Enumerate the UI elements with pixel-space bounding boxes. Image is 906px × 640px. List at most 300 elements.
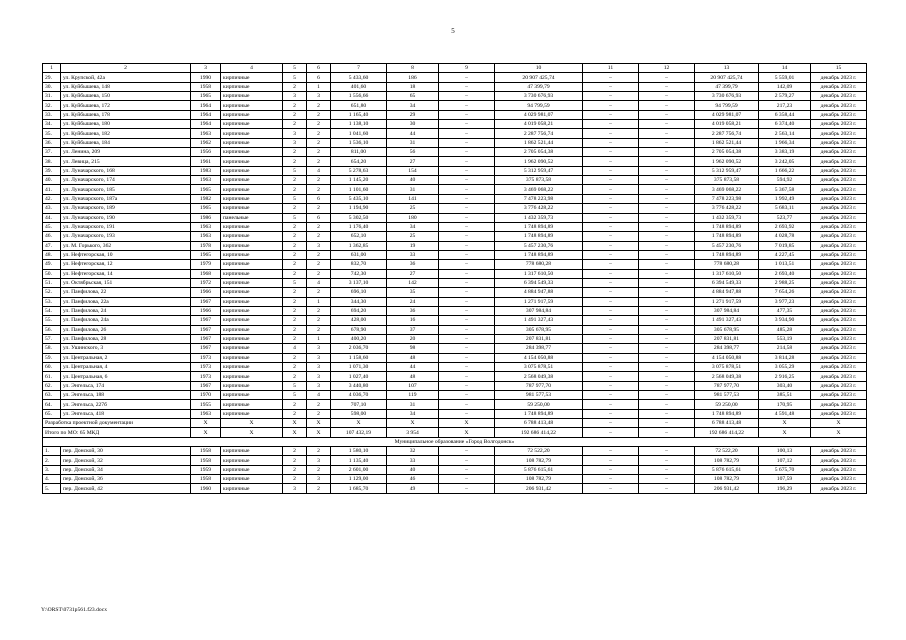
table-cell: 2 693,92 xyxy=(759,222,811,231)
table-cell: – xyxy=(439,297,495,306)
table-cell: X xyxy=(307,428,331,437)
table-cell: кирпичные xyxy=(221,409,283,418)
table-cell: – xyxy=(639,353,695,362)
table-cell: – xyxy=(583,194,639,203)
page-number: 5 xyxy=(451,27,455,35)
table-cell: ул. Панфилова, 24 xyxy=(61,306,191,315)
table-cell: – xyxy=(439,363,495,372)
table-cell: 1 138,10 xyxy=(331,120,387,129)
table-cell: X xyxy=(191,428,221,437)
table-cell: 2 xyxy=(307,400,331,409)
table-cell: кирпичные xyxy=(221,73,283,82)
table-cell: 3 242,05 xyxy=(759,157,811,166)
table-cell: – xyxy=(583,138,639,147)
table-cell: 6 788 413,48 xyxy=(495,419,583,428)
table-cell: кирпичные xyxy=(221,297,283,306)
table-cell: – xyxy=(439,232,495,241)
table-cell: 2. xyxy=(43,456,61,465)
table-cell: – xyxy=(639,222,695,231)
table-cell: 4 019 058,21 xyxy=(695,120,759,129)
table-cell: ул. Куйбышева, 182 xyxy=(61,129,191,138)
table-cell: 44. xyxy=(43,213,61,222)
table-cell: 631,00 xyxy=(331,250,387,259)
table-cell: 154 xyxy=(387,166,439,175)
table-cell: 1 071,30 xyxy=(331,363,387,372)
table-cell: 594,92 xyxy=(759,176,811,185)
table-cell: 2 916,25 xyxy=(759,372,811,381)
table-cell: – xyxy=(583,297,639,306)
table-cell: 1963 xyxy=(191,409,221,418)
table-cell: кирпичные xyxy=(221,129,283,138)
table-cell: кирпичные xyxy=(221,101,283,110)
table-cell: – xyxy=(639,204,695,213)
table-cell: 7 478 223,98 xyxy=(695,194,759,203)
table-cell: – xyxy=(639,391,695,400)
table-cell: декабрь 2023 г. xyxy=(811,353,867,362)
table-cell: – xyxy=(639,194,695,203)
table-cell: 1 xyxy=(307,82,331,91)
table-cell: – xyxy=(583,110,639,119)
table-cell: ул. Энгельса, 174 xyxy=(61,381,191,390)
table-cell: ул. Центральная, 2 xyxy=(61,353,191,362)
table-cell: кирпичные xyxy=(221,372,283,381)
table-cell: 40. xyxy=(43,176,61,185)
table-cell: 1 862 521,44 xyxy=(695,138,759,147)
table-cell: – xyxy=(639,288,695,297)
table-cell: декабрь 2023 г. xyxy=(811,176,867,185)
table-cell: 31 xyxy=(387,400,439,409)
table-cell: – xyxy=(439,306,495,315)
table-cell: 3 xyxy=(283,484,307,493)
table-cell: 1 556,66 xyxy=(331,92,387,101)
table-cell: 39. xyxy=(43,166,61,175)
table-row xyxy=(43,334,867,343)
table-cell: 3 814,28 xyxy=(759,353,811,362)
table-cell: 5 312 959,47 xyxy=(695,166,759,175)
row-label: Разработка проектной документации xyxy=(43,419,191,428)
table-cell: 1 432 359,73 xyxy=(495,213,583,222)
table-cell: 41. xyxy=(43,185,61,194)
table-cell: 31. xyxy=(43,92,61,101)
table-cell: 3 055,29 xyxy=(759,363,811,372)
table-cell: 59. xyxy=(43,353,61,362)
table-cell: X xyxy=(221,428,283,437)
column-number: 10 xyxy=(495,64,583,73)
table-cell: 694,20 xyxy=(331,306,387,315)
table-cell: 1967 xyxy=(191,381,221,390)
table-cell: декабрь 2023 г. xyxy=(811,222,867,231)
table-cell: 523,77 xyxy=(759,213,811,222)
table-cell: 598,00 xyxy=(331,409,387,418)
table-cell: 4 xyxy=(283,344,307,353)
table-cell: 428,00 xyxy=(331,316,387,325)
table-cell: 1 158,60 xyxy=(331,353,387,362)
table-cell: 2 xyxy=(283,447,307,456)
table-cell: 1973 xyxy=(191,363,221,372)
table-cell: X xyxy=(759,419,811,428)
table-cell: – xyxy=(583,316,639,325)
table-cell: 56 xyxy=(387,148,439,157)
table-cell: X xyxy=(283,419,307,428)
table-cell: 3 xyxy=(307,381,331,390)
housing-repair-table xyxy=(42,63,867,494)
table-cell: 34 xyxy=(387,101,439,110)
table-cell: 2 xyxy=(307,148,331,157)
table-cell: декабрь 2023 г. xyxy=(811,465,867,474)
table-cell: 1 491 327,43 xyxy=(695,316,759,325)
table-cell: 981 577,53 xyxy=(695,391,759,400)
table-cell: 2 705 054,38 xyxy=(495,148,583,157)
table-cell: 30. xyxy=(43,82,61,91)
table-cell: 2 xyxy=(283,241,307,250)
column-number: 2 xyxy=(61,64,191,73)
table-cell: декабрь 2023 г. xyxy=(811,138,867,147)
table-row xyxy=(43,129,867,138)
table-cell: 65 xyxy=(387,92,439,101)
table-cell: 1 027,40 xyxy=(331,372,387,381)
table-cell: 1 165,40 xyxy=(331,110,387,119)
table-cell: 2 xyxy=(283,409,307,418)
table-cell: 4 154 050,88 xyxy=(495,353,583,362)
table-cell: – xyxy=(583,92,639,101)
table-cell: – xyxy=(583,456,639,465)
table-cell: 119 xyxy=(387,391,439,400)
table-cell: 1965 xyxy=(191,250,221,259)
column-number: 15 xyxy=(811,64,867,73)
table-cell: – xyxy=(639,465,695,474)
table-cell: 2 xyxy=(283,400,307,409)
table-cell: декабрь 2023 г. xyxy=(811,157,867,166)
table-cell: 192 686 414,22 xyxy=(495,428,583,437)
table-cell: 108 782,79 xyxy=(495,456,583,465)
table-cell: ул. Энгельса, 188 xyxy=(61,391,191,400)
table-row xyxy=(43,269,867,278)
table-cell: 832,70 xyxy=(331,260,387,269)
table-cell: 1962 xyxy=(191,138,221,147)
table-cell: 44 xyxy=(387,363,439,372)
table-cell: декабрь 2023 г. xyxy=(811,213,867,222)
table-cell: 1 362,85 xyxy=(331,241,387,250)
table-cell: 2 xyxy=(283,232,307,241)
table-row xyxy=(43,82,867,91)
table-cell: декабрь 2023 г. xyxy=(811,391,867,400)
table-cell: – xyxy=(639,363,695,372)
table-cell: – xyxy=(583,185,639,194)
table-cell: 4 xyxy=(307,391,331,400)
table-cell: 207 831,81 xyxy=(495,334,583,343)
table-cell: – xyxy=(439,278,495,287)
table-cell: – xyxy=(639,120,695,129)
table-cell: ул. Куйбышева, 150 xyxy=(61,92,191,101)
table-cell: ул. Луначарского, 187а xyxy=(61,194,191,203)
table-cell: – xyxy=(439,92,495,101)
table-cell: 1963 xyxy=(191,176,221,185)
table-cell: X xyxy=(439,428,495,437)
table-cell: – xyxy=(583,166,639,175)
table-cell: декабрь 2023 г. xyxy=(811,82,867,91)
table-cell: кирпичные xyxy=(221,288,283,297)
section-row xyxy=(43,437,867,446)
table-cell: 5 xyxy=(283,73,307,82)
table-cell: – xyxy=(583,372,639,381)
table-row xyxy=(43,306,867,315)
table-cell: 2 xyxy=(283,334,307,343)
table-cell: 1964 xyxy=(191,101,221,110)
table-cell: кирпичные xyxy=(221,353,283,362)
table-cell: 5 675,70 xyxy=(759,465,811,474)
table-cell: ул. Куйбышева, 172 xyxy=(61,101,191,110)
table-cell: 2 xyxy=(283,372,307,381)
table-cell: 1 317 610,50 xyxy=(695,269,759,278)
table-cell: 3 954 xyxy=(387,428,439,437)
table-cell: 1 748 894,89 xyxy=(695,250,759,259)
table-cell: 6 788 413,48 xyxy=(695,419,759,428)
table-cell: 1967 xyxy=(191,334,221,343)
table-cell: декабрь 2023 г. xyxy=(811,166,867,175)
table-cell: кирпичные xyxy=(221,110,283,119)
table-row xyxy=(43,148,867,157)
table-cell: – xyxy=(639,176,695,185)
table-cell: 1 194,90 xyxy=(331,204,387,213)
table-cell: 37. xyxy=(43,148,61,157)
table-cell: ул. Луначарского, 174 xyxy=(61,176,191,185)
table-cell: X xyxy=(331,419,387,428)
table-cell: 206 931,42 xyxy=(695,484,759,493)
table-cell: 40 xyxy=(387,176,439,185)
table-cell: X xyxy=(387,419,439,428)
table-cell: 2 xyxy=(307,157,331,166)
table-cell: 4 xyxy=(307,278,331,287)
table-cell: 3 xyxy=(307,475,331,484)
table-cell: 1 135,40 xyxy=(331,456,387,465)
table-cell: 1 992,49 xyxy=(759,194,811,203)
table-cell: ул. Луначарского, 185 xyxy=(61,185,191,194)
table-cell: 2 xyxy=(307,316,331,325)
table-cell: декабрь 2023 г. xyxy=(811,241,867,250)
table-cell: 4. xyxy=(43,475,61,484)
table-cell: 1963 xyxy=(191,222,221,231)
table-cell: 2 287 756,74 xyxy=(695,129,759,138)
table-cell: 35 xyxy=(387,288,439,297)
table-cell: 50. xyxy=(43,269,61,278)
table-cell: декабрь 2023 г. xyxy=(811,372,867,381)
table-cell: 1963 xyxy=(191,232,221,241)
table-cell: кирпичные xyxy=(221,278,283,287)
table-cell: – xyxy=(439,166,495,175)
table-cell: 3 xyxy=(307,353,331,362)
table-cell: 2 287 756,74 xyxy=(495,129,583,138)
table-cell: декабрь 2023 г. xyxy=(811,447,867,456)
table-cell: 1 271 917,59 xyxy=(495,297,583,306)
table-cell: 5 xyxy=(283,391,307,400)
table-cell: – xyxy=(583,475,639,484)
table-cell: ул. Куйбышева, 184 xyxy=(61,138,191,147)
table-cell: – xyxy=(583,344,639,353)
table-cell: 4 884 947,88 xyxy=(495,288,583,297)
table-cell: 94 799,59 xyxy=(695,101,759,110)
table-cell: – xyxy=(583,213,639,222)
table-cell: – xyxy=(583,447,639,456)
table-cell: ул. Ленина, 209 xyxy=(61,148,191,157)
table-cell: – xyxy=(639,166,695,175)
table-cell: 49 xyxy=(387,484,439,493)
table-cell: 787 977,70 xyxy=(695,381,759,390)
table-cell: 5 xyxy=(283,194,307,203)
table-cell: 107,12 xyxy=(759,456,811,465)
table-cell: 2 xyxy=(307,325,331,334)
table-cell: 2 xyxy=(283,288,307,297)
table-cell: 2 xyxy=(307,484,331,493)
table-cell: 3 xyxy=(307,456,331,465)
table-row xyxy=(43,176,867,185)
table-cell: декабрь 2023 г. xyxy=(811,110,867,119)
table-row xyxy=(43,381,867,390)
table-cell: 107 xyxy=(387,381,439,390)
table-cell: кирпичные xyxy=(221,148,283,157)
table-cell: 107,59 xyxy=(759,475,811,484)
table-cell: 1960 xyxy=(191,484,221,493)
column-number: 13 xyxy=(695,64,759,73)
table-cell: 2 036,70 xyxy=(331,344,387,353)
table-cell: 2 xyxy=(283,222,307,231)
table-cell: 2 988,25 xyxy=(759,278,811,287)
table-cell: – xyxy=(639,101,695,110)
table-cell: – xyxy=(639,334,695,343)
table-cell: 2 xyxy=(283,82,307,91)
table-cell: – xyxy=(583,353,639,362)
table-row xyxy=(43,194,867,203)
table-cell: 1967 xyxy=(191,344,221,353)
table-cell: 375 873,58 xyxy=(695,176,759,185)
table-cell: 20 907 425,74 xyxy=(495,73,583,82)
table-row xyxy=(43,110,867,119)
table-cell: 2 xyxy=(307,138,331,147)
table-cell: – xyxy=(639,344,695,353)
table-cell: – xyxy=(439,353,495,362)
table-row xyxy=(43,372,867,381)
table-cell: 742,30 xyxy=(331,269,387,278)
table-cell: декабрь 2023 г. xyxy=(811,185,867,194)
table-cell: декабрь 2023 г. xyxy=(811,148,867,157)
table-cell: 6 374,40 xyxy=(759,120,811,129)
table-cell: 1 666,22 xyxy=(759,166,811,175)
table-cell: 1 317 610,50 xyxy=(495,269,583,278)
table-row xyxy=(43,353,867,362)
table-cell: – xyxy=(639,428,695,437)
table-cell: кирпичные xyxy=(221,400,283,409)
table-cell: – xyxy=(583,222,639,231)
table-cell: – xyxy=(639,400,695,409)
table-cell: декабрь 2023 г. xyxy=(811,297,867,306)
table-cell: – xyxy=(583,157,639,166)
table-cell: 485,28 xyxy=(759,325,811,334)
table-cell: 1 041,60 xyxy=(331,129,387,138)
table-cell: ул. Луначарского, 189 xyxy=(61,204,191,213)
table-cell: 3 xyxy=(307,241,331,250)
table-cell: 707,10 xyxy=(331,400,387,409)
table-cell: – xyxy=(639,409,695,418)
table-cell: 207 831,81 xyxy=(695,334,759,343)
table-cell: 787 977,70 xyxy=(495,381,583,390)
table-cell: 1978 xyxy=(191,241,221,250)
table-cell: 4 028,78 xyxy=(759,232,811,241)
table-cell: 98 xyxy=(387,344,439,353)
table-cell: 7 478 223,98 xyxy=(495,194,583,203)
table-cell: 1 748 894,89 xyxy=(695,409,759,418)
table-row xyxy=(43,288,867,297)
table-cell: 4 xyxy=(307,166,331,175)
table-cell: 1963 xyxy=(191,129,221,138)
table-cell: 1 966,34 xyxy=(759,138,811,147)
table-cell: ул. Нефтегорская, 10 xyxy=(61,250,191,259)
table-cell: 375 873,58 xyxy=(495,176,583,185)
table-cell: декабрь 2023 г. xyxy=(811,325,867,334)
table-cell: 2 xyxy=(283,297,307,306)
table-cell: – xyxy=(639,232,695,241)
table-cell: – xyxy=(439,391,495,400)
table-cell: 652,10 xyxy=(331,232,387,241)
table-cell: декабрь 2023 г. xyxy=(811,101,867,110)
table-cell: пер. Донской, 32 xyxy=(61,456,191,465)
table-cell: ул. Панфилова, 22а xyxy=(61,297,191,306)
table-cell: декабрь 2023 г. xyxy=(811,92,867,101)
table-cell: кирпичные xyxy=(221,176,283,185)
table-cell: кирпичные xyxy=(221,250,283,259)
table-cell: кирпичные xyxy=(221,82,283,91)
table-cell: – xyxy=(439,381,495,390)
table-cell: 1. xyxy=(43,447,61,456)
table-cell: – xyxy=(583,129,639,138)
table-cell: 5 xyxy=(283,381,307,390)
table-cell: 3 xyxy=(283,129,307,138)
column-number: 6 xyxy=(307,64,331,73)
table-cell: 214,58 xyxy=(759,344,811,353)
table-cell: 344,30 xyxy=(331,297,387,306)
table-cell: 56. xyxy=(43,325,61,334)
table-cell: 1 685,70 xyxy=(331,484,387,493)
table-cell: 1990 xyxy=(191,73,221,82)
table-cell: 107 432,19 xyxy=(331,428,387,437)
table-cell: 2 xyxy=(283,204,307,213)
table-cell: 385,51 xyxy=(759,391,811,400)
table-cell: 3 776 428,22 xyxy=(495,204,583,213)
table-cell: 2 xyxy=(283,465,307,474)
table-cell: 2 705 054,38 xyxy=(695,148,759,157)
column-number: 7 xyxy=(331,64,387,73)
table-cell: 678,90 xyxy=(331,325,387,334)
table-cell: 72 522,20 xyxy=(695,447,759,456)
table-cell: 36. xyxy=(43,138,61,147)
table-cell: 55. xyxy=(43,316,61,325)
table-cell: декабрь 2023 г. xyxy=(811,120,867,129)
table-cell: – xyxy=(639,110,695,119)
table-cell: 2 xyxy=(307,260,331,269)
table-cell: – xyxy=(639,138,695,147)
table-cell: 27 xyxy=(387,157,439,166)
table-cell: 1 xyxy=(307,334,331,343)
table-cell: 307 984,84 xyxy=(495,306,583,315)
table-cell: – xyxy=(639,92,695,101)
table-cell: ул. Нефтегорская, 12 xyxy=(61,260,191,269)
table-cell: 217,23 xyxy=(759,101,811,110)
table-cell: 1955 xyxy=(191,400,221,409)
table-cell: декабрь 2023 г. xyxy=(811,288,867,297)
table-cell: – xyxy=(439,241,495,250)
table-cell: 2 xyxy=(307,101,331,110)
table-cell: 6 358,44 xyxy=(759,110,811,119)
table-cell: 981 577,53 xyxy=(495,391,583,400)
table-cell: 34 xyxy=(387,222,439,231)
